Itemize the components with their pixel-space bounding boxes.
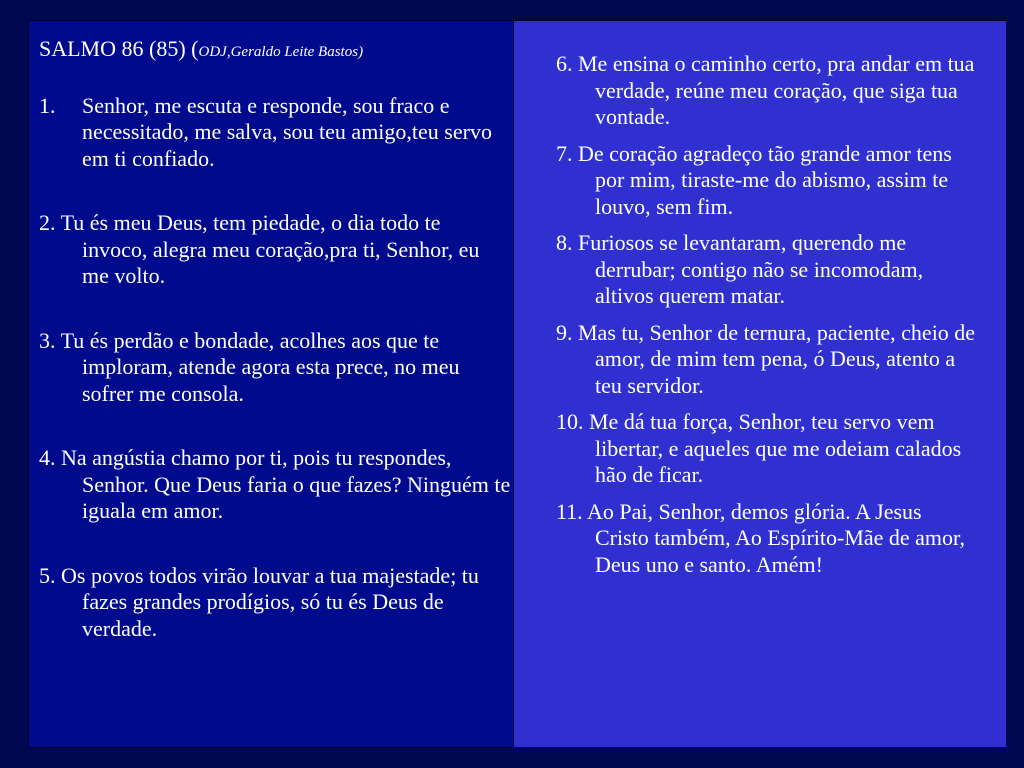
- verse-7: 7. De coração agradeço tão grande amor tens por mim, tiraste-me do abismo, assim te louvo, sem fim.: [556, 140, 952, 219]
- verse-5-text: 5. Os povos todos virão louvar a tua majestade; tu fazes grandes prodígios, só tu és Deus de verdade.: [39, 562, 479, 641]
- verse-2: [39, 210, 511, 290]
- slide-frame: [28, 20, 1006, 748]
- verse-1-text: Senhor, me escuta e responde, sou fraco e necessitado, me salva, sou teu amigo,teu servo em ti confiado.: [82, 92, 492, 171]
- right-text-box: [556, 51, 976, 588]
- verse-3-text: 3. Tu és perdão e bondade, acolhes aos que te imploram, atende agora esta prece, no meu sofrer me consola.: [39, 327, 460, 406]
- verse-1-number: 1.: [39, 92, 56, 118]
- verse-4-text: 4. Na angústia chamo por ti, pois tu respondes, Senhor. Que Deus faria o que fazes? Ninguém te iguala em amor.: [39, 445, 511, 523]
- verse-4: [39, 445, 511, 525]
- psalm-title-attribution: ODJ,Geraldo Leite Bastos): [198, 44, 364, 60]
- psalm-title: [39, 36, 511, 66]
- verse-8: 8. Furiosos se levantaram, querendo me derrubar; contigo não se incomodam, altivos querem matar.: [556, 230, 924, 308]
- verse-5: [39, 563, 511, 643]
- verse-9: 9. Mas tu, Senhor de ternura, paciente, cheio de amor, de mim tem pena, ó Deus, atento a teu servidor.: [556, 319, 976, 398]
- psalm-title-main: SALMO 86 (85) (: [39, 36, 199, 61]
- left-text-box: [39, 36, 511, 680]
- verse-1: [39, 93, 511, 173]
- verse-6: 6. Me ensina o caminho certo, pra andar em tua verdade, reúne meu coração, que siga tua vontade.: [556, 51, 975, 129]
- verse-2-text: 2. Tu és meu Deus, tem piedade, o dia todo te invoco, alegra meu coração,pra ti, Senhor, eu me volto.: [39, 210, 480, 288]
- right-panel: [513, 21, 1006, 747]
- verse-11: 11. Ao Pai, Senhor, demos glória. A Jesus Cristo também, Ao Espírito-Mãe de amor, Deus uno e santo. Amém!: [556, 498, 965, 577]
- verse-3: [39, 328, 511, 408]
- verse-10: 10. Me dá tua força, Senhor, teu servo vem libertar, e aqueles que me odeiam calados hão de ficar.: [556, 409, 962, 487]
- left-panel: [29, 21, 512, 747]
